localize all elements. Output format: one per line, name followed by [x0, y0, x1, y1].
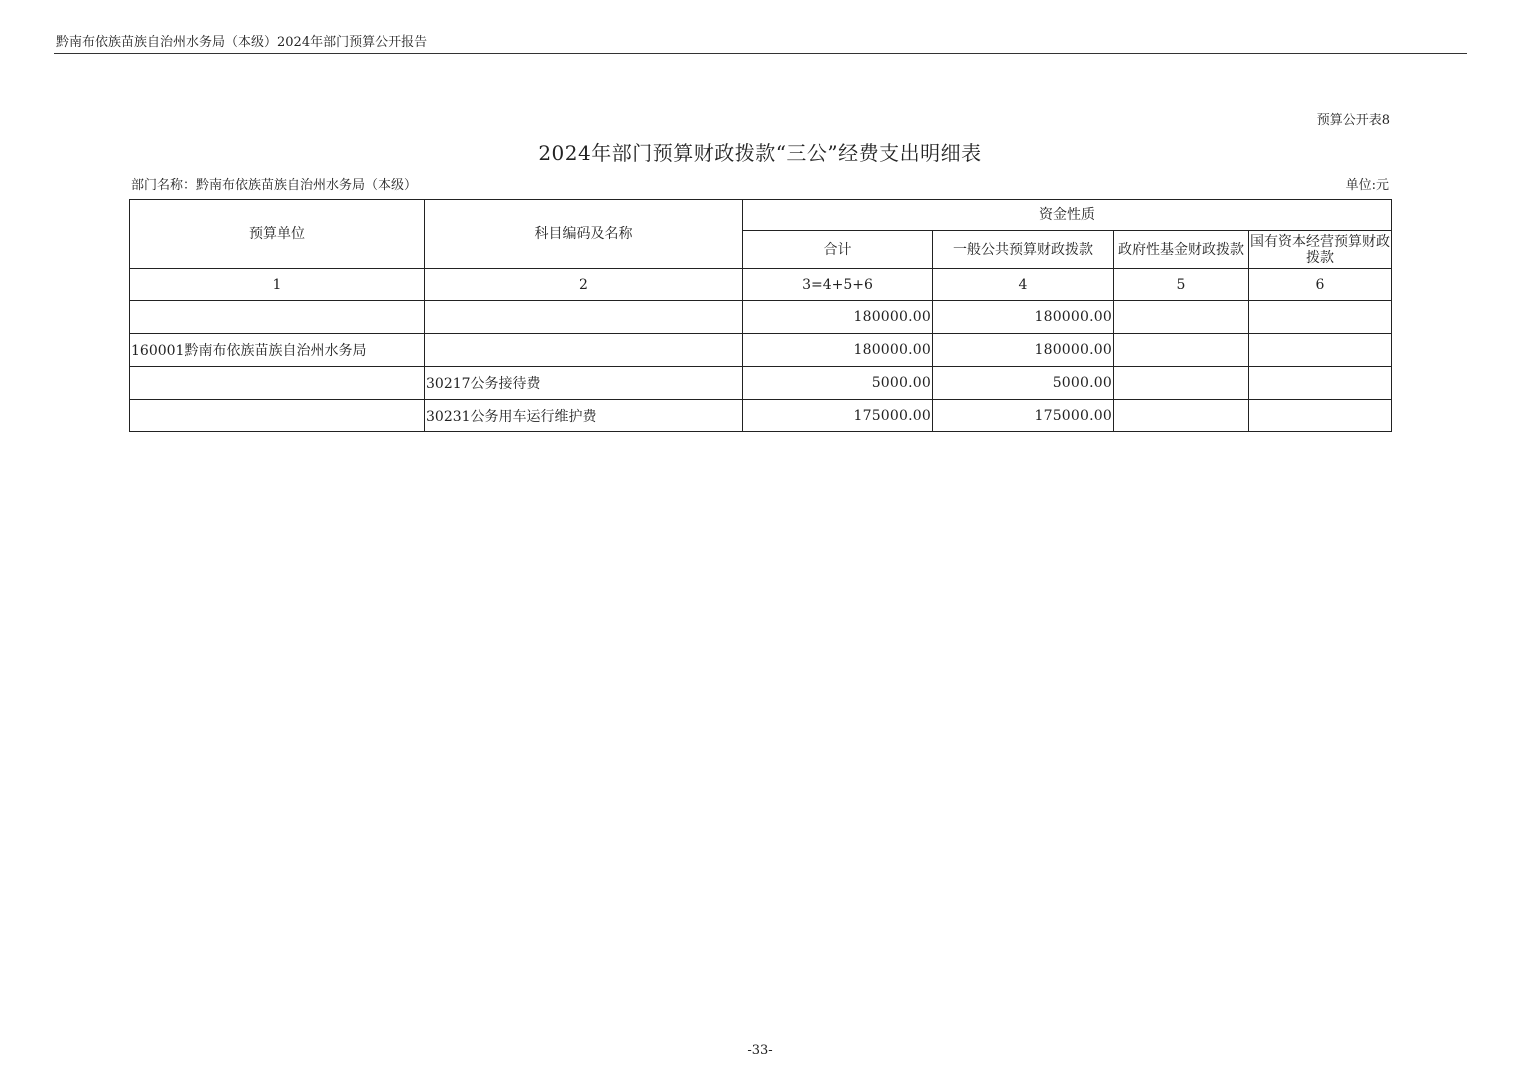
- cell-state-capital: [1249, 334, 1392, 367]
- header-budget-unit: 预算单位: [130, 200, 425, 269]
- cell-unit: [130, 367, 425, 400]
- cell-subject: 30231公务用车运行维护费: [425, 400, 743, 432]
- table-row: [130, 400, 1392, 432]
- header-fund-nature: 资金性质: [743, 200, 1392, 231]
- index-cell: 3=4+5+6: [743, 269, 933, 301]
- cell-total: 175000.00: [743, 400, 933, 432]
- index-cell: 6: [1249, 269, 1392, 301]
- table-row: [130, 367, 1392, 400]
- department-name: 部门名称：黔南布依族苗族自治州水务局（本级）: [131, 178, 418, 193]
- header-subject: 科目编码及名称: [425, 200, 743, 269]
- index-cell: 4: [933, 269, 1114, 301]
- header-divider: [54, 53, 1467, 54]
- unit-label: 单位:元: [1345, 178, 1389, 193]
- cell-unit: [130, 301, 425, 334]
- cell-gov-fund: [1114, 301, 1249, 334]
- cell-state-capital: [1249, 301, 1392, 334]
- table-row: [130, 334, 1392, 367]
- cell-unit: [130, 400, 425, 432]
- cell-unit: 160001黔南布依族苗族自治州水务局: [130, 334, 425, 367]
- header-total: 合计: [743, 231, 933, 269]
- cell-total: 5000.00: [743, 367, 933, 400]
- cell-subject: 30217公务接待费: [425, 367, 743, 400]
- header-general-budget: 一般公共预算财政拨款: [933, 231, 1114, 269]
- table-number: 预算公开表8: [1316, 113, 1390, 128]
- cell-subject: [425, 334, 743, 367]
- cell-state-capital: [1249, 400, 1392, 432]
- cell-general: 180000.00: [933, 301, 1114, 334]
- table-row: [130, 301, 1392, 334]
- cell-state-capital: [1249, 367, 1392, 400]
- page-header: 黔南布依族苗族自治州水务局（本级）2024年部门预算公开报告: [56, 35, 428, 50]
- index-row: [130, 269, 1392, 301]
- cell-gov-fund: [1114, 400, 1249, 432]
- cell-gov-fund: [1114, 367, 1249, 400]
- cell-general: 180000.00: [933, 334, 1114, 367]
- index-cell: 2: [425, 269, 743, 301]
- header-gov-fund: 政府性基金财政拨款: [1114, 231, 1249, 269]
- header-state-capital: 国有资本经营预算财政拨款: [1249, 231, 1392, 269]
- document-title: 2024年部门预算财政拨款“三公”经费支出明细表: [538, 141, 982, 165]
- cell-general: 175000.00: [933, 400, 1114, 432]
- cell-total: 180000.00: [743, 301, 933, 334]
- cell-general: 5000.00: [933, 367, 1114, 400]
- page-number: -33-: [747, 1043, 773, 1058]
- index-cell: 1: [130, 269, 425, 301]
- cell-subject: [425, 301, 743, 334]
- cell-total: 180000.00: [743, 334, 933, 367]
- index-cell: 5: [1114, 269, 1249, 301]
- expense-detail-table: [129, 199, 1392, 432]
- cell-gov-fund: [1114, 334, 1249, 367]
